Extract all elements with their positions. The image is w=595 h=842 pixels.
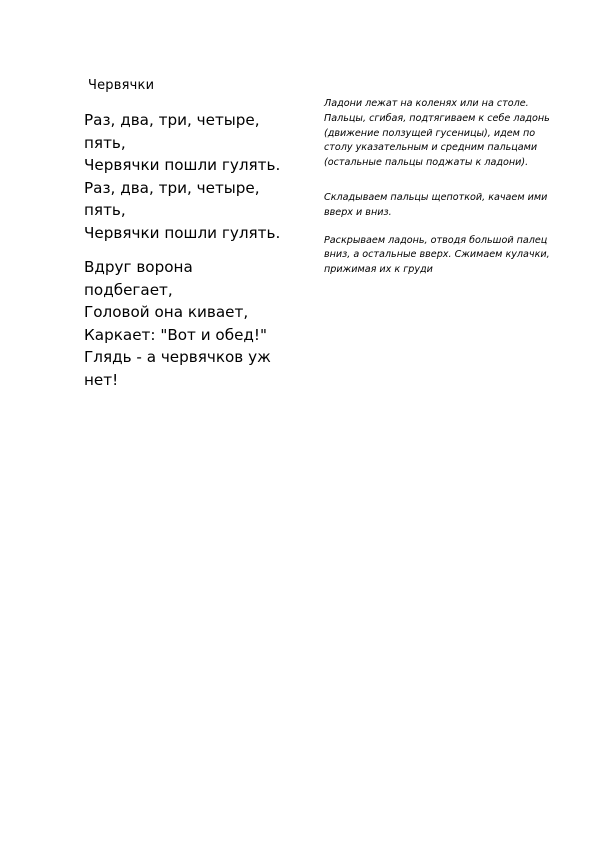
poem-line: Раз, два, три, четыре, (84, 178, 260, 197)
poem (84, 109, 319, 391)
poem-stanza-2 (84, 256, 319, 391)
page-title: Червячки (88, 78, 155, 93)
poem-line: Червячки пошли гулять. (84, 223, 281, 242)
poem-line: Червячки пошли гулять. (84, 156, 281, 174)
poem-line: подбегает, (84, 280, 173, 299)
instructions (324, 97, 564, 278)
poem-line: Головой она кивает, (84, 303, 249, 321)
poem-line: Глядь - а червячков уж (84, 348, 271, 366)
poem-line: Каркает: "Вот и обед!" (84, 325, 267, 344)
instruction-note: Раскрываем ладонь, отводя большой палец вниз, а остальные вверх. Сжимаем кулачки, прижимая их к груди (324, 234, 550, 276)
poem-line: пять, (84, 133, 126, 152)
poem-line: нет! (84, 370, 119, 389)
poem-stanza-1 (84, 109, 319, 244)
poem-line: Вдруг ворона (84, 258, 193, 276)
poem-line: пять, (84, 201, 126, 219)
poem-line: Раз, два, три, четыре, (84, 111, 260, 129)
instruction-note: Ладони лежат на коленях или на столе. Пальцы, сгибая, подтягиваем к себе ладонь (движение ползущей гусеницы), идем по столу указательным и средним пальцами (остальные пальцы поджаты к ладони). (324, 98, 550, 169)
instruction-note: Складываем пальцы щепоткой, качаем ими вверх и вниз. (324, 191, 548, 218)
